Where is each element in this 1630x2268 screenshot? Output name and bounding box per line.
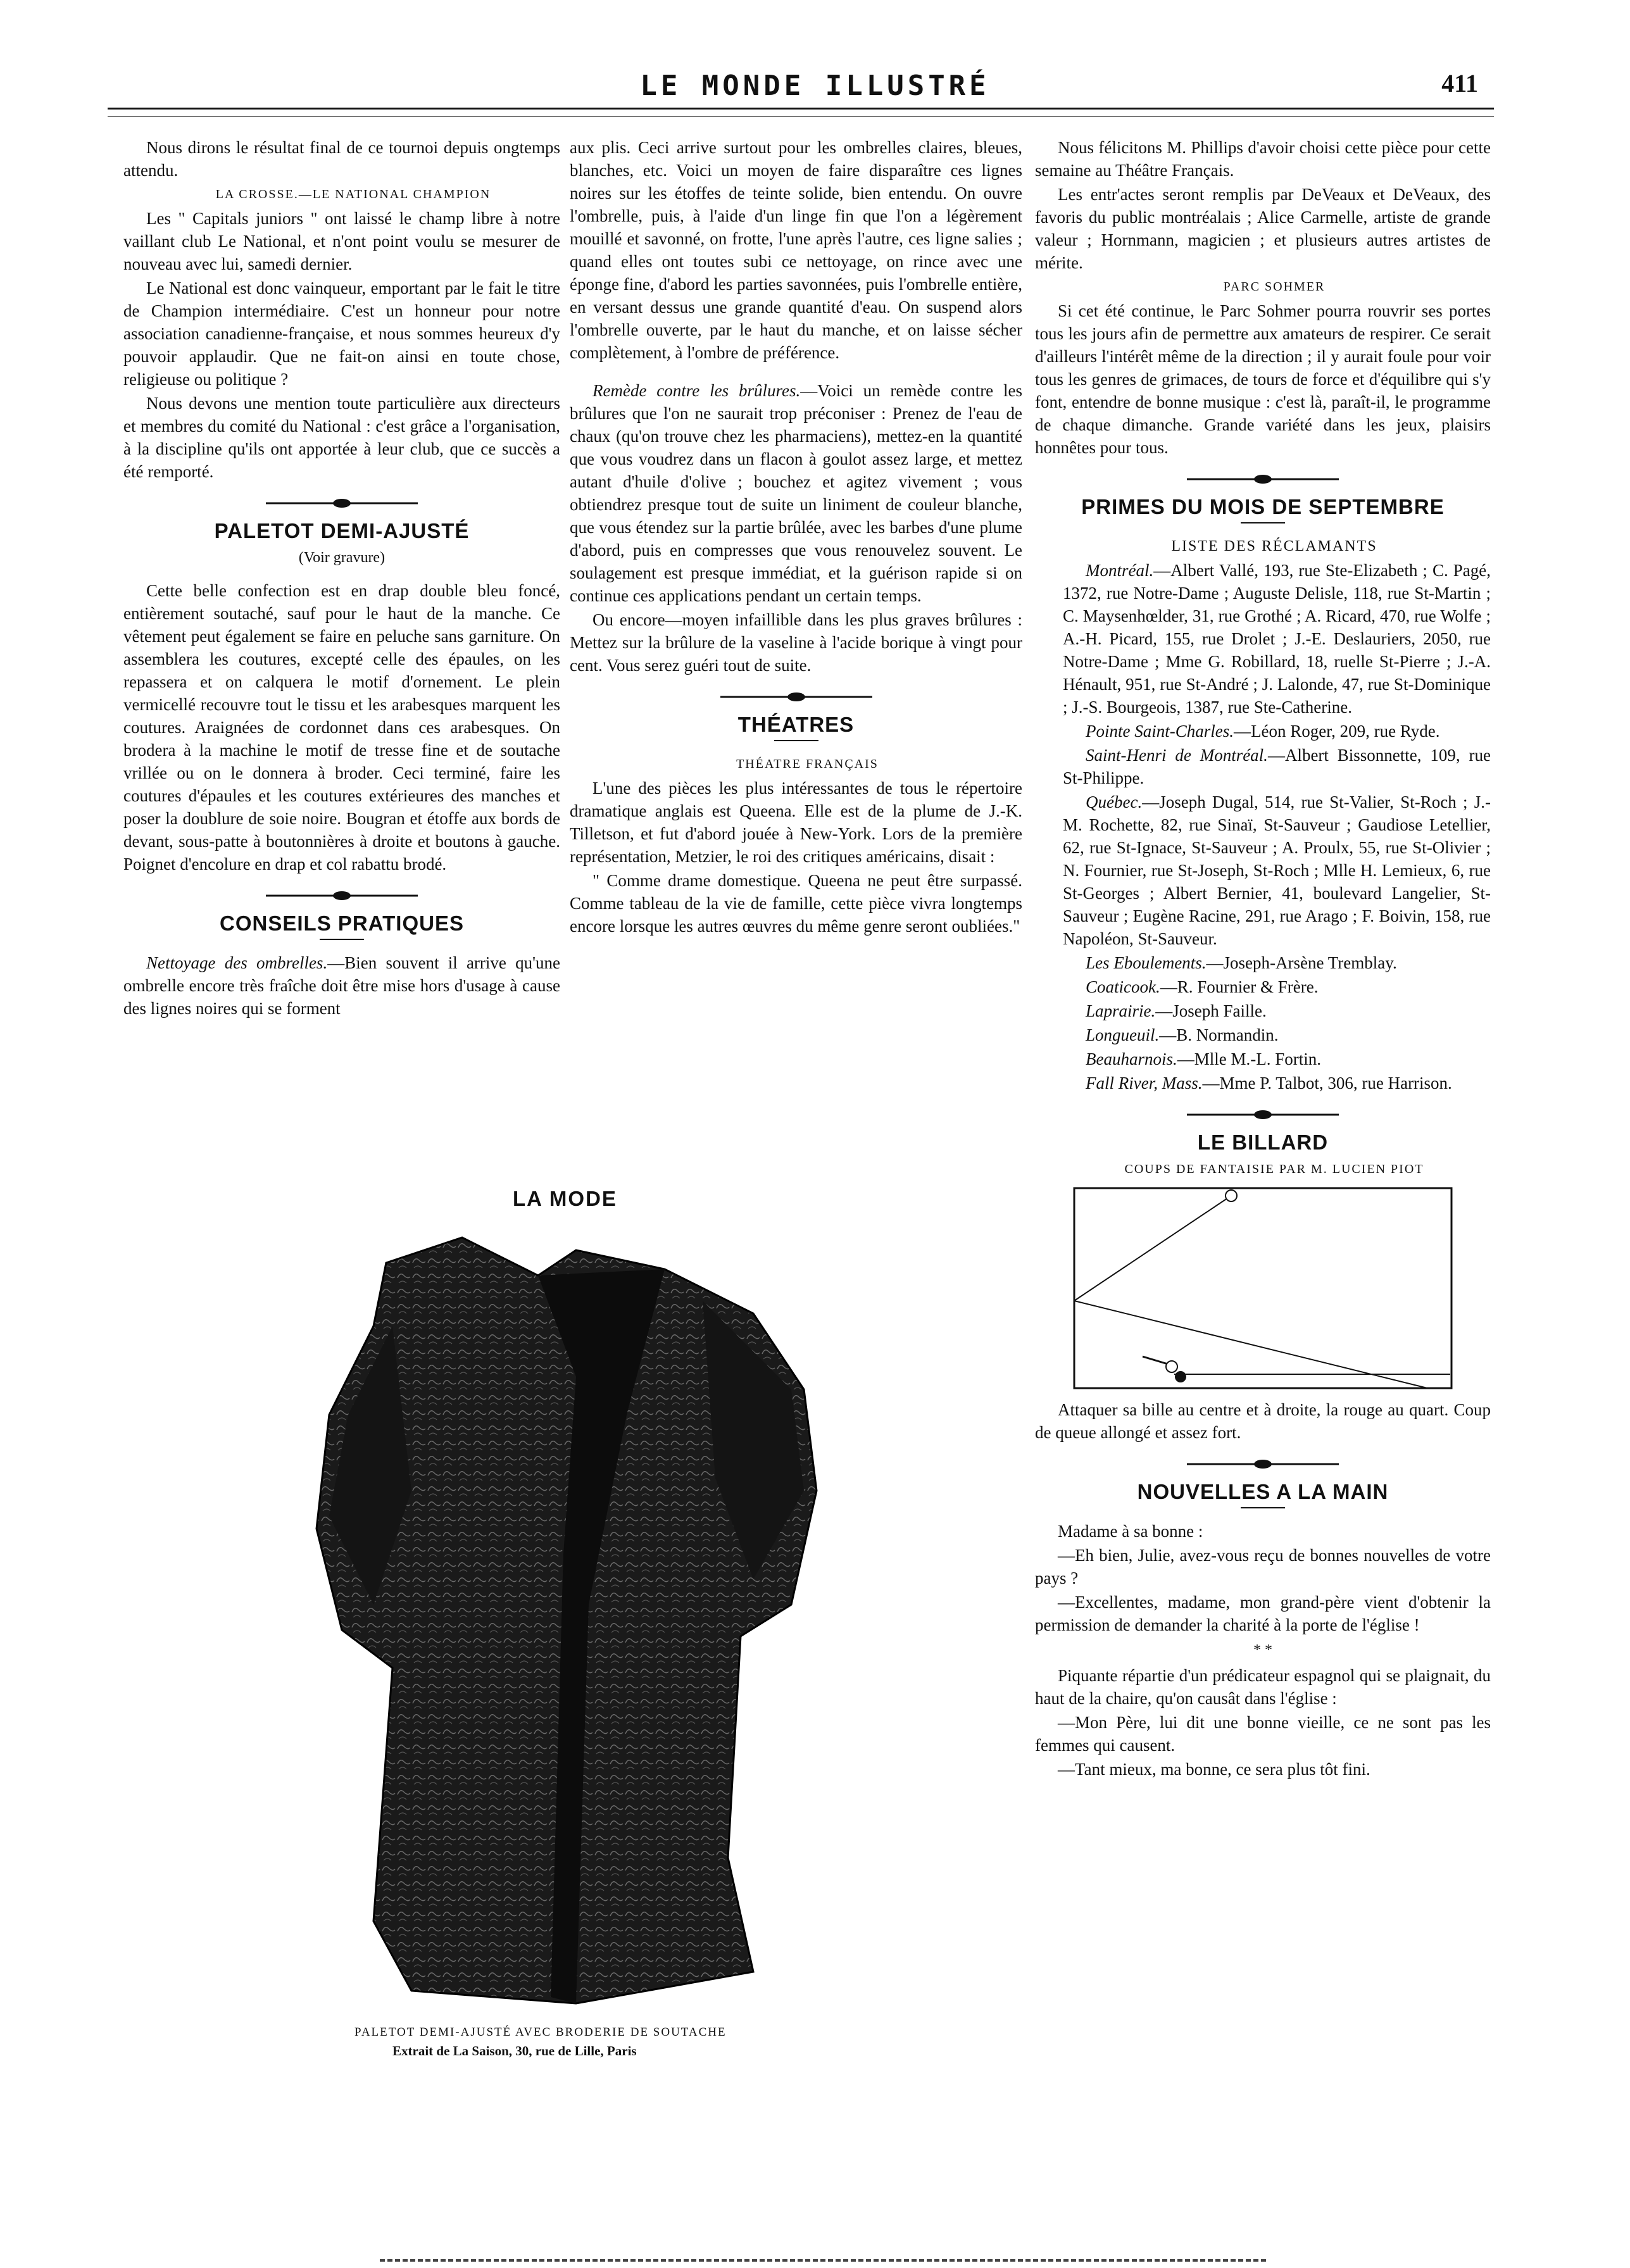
section-heading-parc: PARC SOHMER (1223, 280, 1326, 294)
separator-stars: * * (1253, 1642, 1272, 1658)
section-subtitle: (Voir gravure) (298, 549, 386, 566)
paragraph: " Comme drame domestique. Queena ne peut être surpassé. Comme tableau de la vie de famille, cette pièce vivra longtemps encore lorsque les autres œuvres du même genre seront oubliées." (570, 871, 1022, 936)
figure-caption: PALETOT DEMI-AJUSTÉ AVEC BRODERIE DE SOUTACHE (354, 2026, 727, 2039)
ornament-divider (1187, 474, 1339, 484)
paragraph: —Excellentes, madame, mon grand-père vient d'obtenir la permission de demander la charité à la porte de l'église ! (1035, 1593, 1491, 1634)
section-title-paletot: PALETOT DEMI-AJUSTÉ (214, 519, 470, 542)
reclamant-entry (1035, 951, 1491, 974)
section-title-theatres: THÉATRES (737, 713, 855, 736)
paragraph: Nous félicitons M. Phillips d'avoir choisi cette pièce pour cette semaine au Théâtre Français. (1035, 138, 1491, 180)
section-subtitle: COUPS DE FANTAISIE PAR M. LUCIEN PIOT (1124, 1162, 1424, 1176)
section-title-nouvelles: NOUVELLES A LA MAIN (1137, 1480, 1389, 1503)
section-rule (1241, 522, 1285, 523)
paragraph: —Mon Père, lui dit une bonne vieille, ce ne sont pas les femmes qui causent. (1035, 1713, 1491, 1755)
billiard-diagram (1073, 1187, 1453, 1389)
paragraph: Ou encore—moyen infaillible dans les plus graves brûlures : Mettez sur la brûlure de la vaseline à l'acide borique à vingt pour cent. Vous serez guéri tout de suite. (570, 610, 1022, 675)
figure-source: Extrait de La Saison, 30, rue de Lille, Paris (392, 2043, 637, 2058)
section-title-billard: LE BILLARD (1197, 1131, 1329, 1154)
ornament-divider (266, 498, 418, 508)
section-subtitle: LISTE DES RÉCLAMANTS (1171, 538, 1377, 554)
paragraph: Les entr'actes seront remplis par DeVeaux et DeVeaux, des favoris du public montréalais ; Alice Carmelle, artiste de grande valeur ; Hornmann, magicien ; et plusieurs autres artistes de mérite. (1035, 185, 1491, 272)
paragraph: Attaquer sa bille au centre et à droite, la rouge au quart. Coup de queue allongé et assez fort. (1035, 1400, 1491, 1442)
section-heading-crosse: LA CROSSE.—LE NATIONAL CHAMPION (215, 187, 491, 201)
header-rule (108, 108, 1494, 110)
entry-place: Les Eboulements. (1086, 953, 1207, 972)
reclamant-entry (1035, 744, 1491, 789)
paragraph: Cette belle confection est en drap double bleu foncé, entièrement soutaché, sauf pour le haut de la manche. Ce vêtement peut également se faire en peluche sans garniture. On assemblera les coutures, excepté celle des épaules, on les repassera et on calquera le motif d'ornement. Le plein vermicellé recouvre tout le tissu et les arabesques marquent les coutures. Araignées de cordonnet dans ces arabesques. On brodera à la machine le motif de tresse fine et de soutache vrillée ou on le donnera à broder. Ceci terminé, faire les coutures d'épaules et les coutures extérieures des manches et poser la doublure de soie noire. Bougran et étoffe aux bords de devant, sous-patte à boutonnières à droite et boutons à gauche. Poignet d'encolure en drap et col rabattu brodé. (123, 581, 560, 874)
section-title-primes: PRIMES DU MOIS DE SEPTEMBRE (1081, 495, 1445, 518)
paragraph: Nous devons une mention toute particulière aux directeurs et membres du comité du National : c'est grâce a l'organisation, à la discipline qu'ils ont apportée à leur club, que ce succès a été remporté. (123, 394, 560, 481)
entry-text: —Albert Vallé, 193, rue Ste-Elizabeth ; C. Pagé, 1372, rue Notre-Dame ; Auguste Delisle, 118, rue St-Martin ; C. Maysenhœlder, 31, rue Grothé ; A. Ricard, 470, rue Wolfe ; A.-H. Picard, 155, rue Drolet ; J.-E. Deslauriers, 2050, rue Notre-Dame ; Mme G. Robillard, 18, ruelle St-Pierre ; J.-A. Hénault, 951, rue St-André ; J. Lalonde, 47, rue St-Dominique ; J.-S. Bourgeois, 1387, rue Ste-Catherine. (1063, 561, 1491, 717)
page-number: 411 (1441, 69, 1478, 97)
page-header-title: LE MONDE ILLUSTRÉ (640, 70, 990, 102)
column-1 (123, 136, 560, 1021)
entry-text: —Albert Bissonnette, 109, rue St-Philippe. (1063, 746, 1491, 787)
section-rule (1241, 1507, 1285, 1508)
reclamant-entry (1035, 559, 1491, 718)
paragraph-lead: Remède contre les brûlures. (592, 381, 801, 400)
reclamants-list (1035, 559, 1491, 1094)
section-title-conseils: CONSEILS PRATIQUES (220, 912, 464, 935)
column-3 (1035, 136, 1491, 1782)
paragraph: Le National est donc vainqueur, emportant par le fait le titre de Champion intermédiaire. C'est un honneur pour notre association canadienne-française, et nous sommes heureux d'y pouvoir applaudir. Que ne fait-on ainsi en toute chose, religieuse ou politique ? (123, 279, 560, 389)
ornament-divider (1187, 1110, 1339, 1120)
entry-place: Beauharnois. (1086, 1049, 1177, 1068)
entry-text: —R. Fournier & Frère. (1160, 977, 1319, 996)
paragraph: —Tant mieux, ma bonne, ce sera plus tôt fini. (1058, 1760, 1370, 1779)
entry-place: Québec. (1086, 793, 1143, 811)
section-rule (320, 939, 364, 940)
paragraph: Madame à sa bonne : (1058, 1522, 1203, 1541)
reclamant-entry (1035, 1048, 1491, 1070)
reclamant-entry (1035, 720, 1491, 742)
section-rule (774, 740, 818, 741)
paragraph: —Voici un remède contre les brûlures que l'on ne saurait trop préconiser : Prenez de l'eau de chaux (qu'on trouve chez les pharmaciens), mettez-en la quantité que vous voudrez dans un flacon à goulot assez large, et mettez autant d'huile d'olive ; bouchez et agitez vivement ; vous obtiendrez presque tout de suite un liniment de couleur blanche, que vous étendez sur la partie brûlée, avec les barbes d'une plume d'abord, puis en compresses que vous renouvelez souvent. Le soulagement est presque immédiat, et la guérison rapide si on continue ces applications pendant un certain temps. (570, 381, 1023, 605)
section-heading-theatre-francais: THÉATRE FRANÇAIS (736, 757, 879, 771)
paragraph: aux plis. Ceci arrive surtout pour les ombrelles claires, bleues, blanches, etc. Voici un moyen de faire disparaître ces lignes noires sur les étoffes de teinte solide, bien entendu. On ouvre l'ombrelle, puis, à l'aide d'un linge fin que l'on a légèrement mouillé et savonné, on frotte, l'une après l'autre, ces ligne salies ; quand elles ont toutes subi ce nettoyage, on rince avec une éponge fine, d'abord les parties savonnées, puis l'ombrelle entière, en versant dessus une grande quantité d'eau. On suspend alors l'ombrelle ouverte, par le haut du manche, et on laisse sécher complètement, à l'ombre de préférence. (570, 138, 1022, 362)
paragraph: —Bien souvent il arrive qu'une ombrelle encore très fraîche doit être mise hors d'usage à cause des lignes noires qui se forment (123, 953, 561, 1018)
entry-place: Montréal. (1086, 561, 1154, 580)
paragraph: Piquante répartie d'un prédicateur espagnol qui se plaignait, du haut de la chaire, qu'on causât dans l'église : (1035, 1666, 1491, 1708)
paragraph: Les " Capitals juniors " ont laissé le champ libre à notre vaillant club Le National, et n'ont point voulu se mesurer de nouveau avec lui, samedi dernier. (123, 209, 560, 273)
ornament-divider (1187, 1459, 1339, 1469)
entry-text: —Joseph Faille. (1155, 1001, 1267, 1020)
entry-text: —Mme P. Talbot, 306, rue Harrison. (1202, 1074, 1452, 1093)
paragraph: Nous dirons le résultat final de ce tournoi depuis ongtemps attendu. (123, 138, 560, 180)
column-2 (570, 136, 1022, 939)
entry-text: —Mlle M.-L. Fortin. (1177, 1049, 1321, 1068)
entry-text: —Joseph Dugal, 514, rue St-Valier, St-Roch ; J.-M. Rochette, 82, rue Sinaï, St-Sauveur ; Gaudiose Letellier, 62, rue St-Ignace, St-Sauveur ; A. Proulx, 55, rue St-Olivier ; N. Fournier, rue St-Joseph, St-Roch ; Mlle H. Lemieux, 6, rue St-Georges ; Albert Bernier, 41, boulevard Langelier, St-Sauveur ; Eugène Racine, 291, rue Arago ; F. Boivin, 158, rue Napoléon, St-Sauveur. (1063, 793, 1491, 948)
ball-red-icon (1226, 1190, 1237, 1201)
entry-place: Saint-Henri de Montréal. (1086, 746, 1268, 765)
header-rule-thin (108, 116, 1494, 117)
paragraph: Si cet été continue, le Parc Sohmer pourra rouvrir ses portes tous les jours afin de permettre aux amateurs de respirer. Ce serait d'ailleurs l'intérêt même de la direction ; il y aurait foule pour voir tous les genres de grimaces, de tours de force et d'équilibre qui s'y font, entendre de bonne musique : c'est là, paraît-il, le programme de chaque dimanche. Grande variété dans les jeux, plaisirs honnêtes pour tous. (1035, 301, 1491, 457)
entry-text: —Léon Roger, 209, rue Ryde. (1233, 722, 1440, 741)
reclamant-entry (1035, 1024, 1491, 1046)
figure-title: LA MODE (513, 1187, 617, 1210)
entry-place: Fall River, Mass. (1086, 1074, 1203, 1093)
page-bottom-edge (380, 2259, 1266, 2262)
ball-white-icon (1166, 1361, 1177, 1372)
reclamant-entry (1035, 791, 1491, 950)
ornament-divider (720, 692, 872, 702)
reclamant-entry (1035, 999, 1491, 1022)
entry-place: Pointe Saint-Charles. (1086, 722, 1234, 741)
entry-place: Laprairie. (1086, 1001, 1156, 1020)
ball-black-icon (1175, 1371, 1186, 1382)
entry-place: Longueuil. (1086, 1025, 1160, 1044)
entry-place: Coaticook. (1086, 977, 1160, 996)
entry-text: —Joseph-Arsène Tremblay. (1206, 953, 1397, 972)
reclamant-entry (1035, 1072, 1491, 1094)
paragraph: —Eh bien, Julie, avez-vous reçu de bonnes nouvelles de votre pays ? (1035, 1546, 1491, 1588)
paragraph-lead: Nettoyage des ombrelles. (146, 953, 328, 972)
entry-text: —B. Normandin. (1159, 1025, 1279, 1044)
ornament-divider (266, 891, 418, 901)
paragraph: L'une des pièces les plus intéressantes de tous le répertoire dramatique anglais est Queena. Elle est de la plume de J.-K. Tilletson, et fut d'abord jouée à New-York. Lors de la première représentation, Metzier, le roi des critiques américains, disait : (570, 779, 1022, 866)
reclamant-entry (1035, 975, 1491, 998)
jacket-illustration (184, 1225, 975, 2016)
